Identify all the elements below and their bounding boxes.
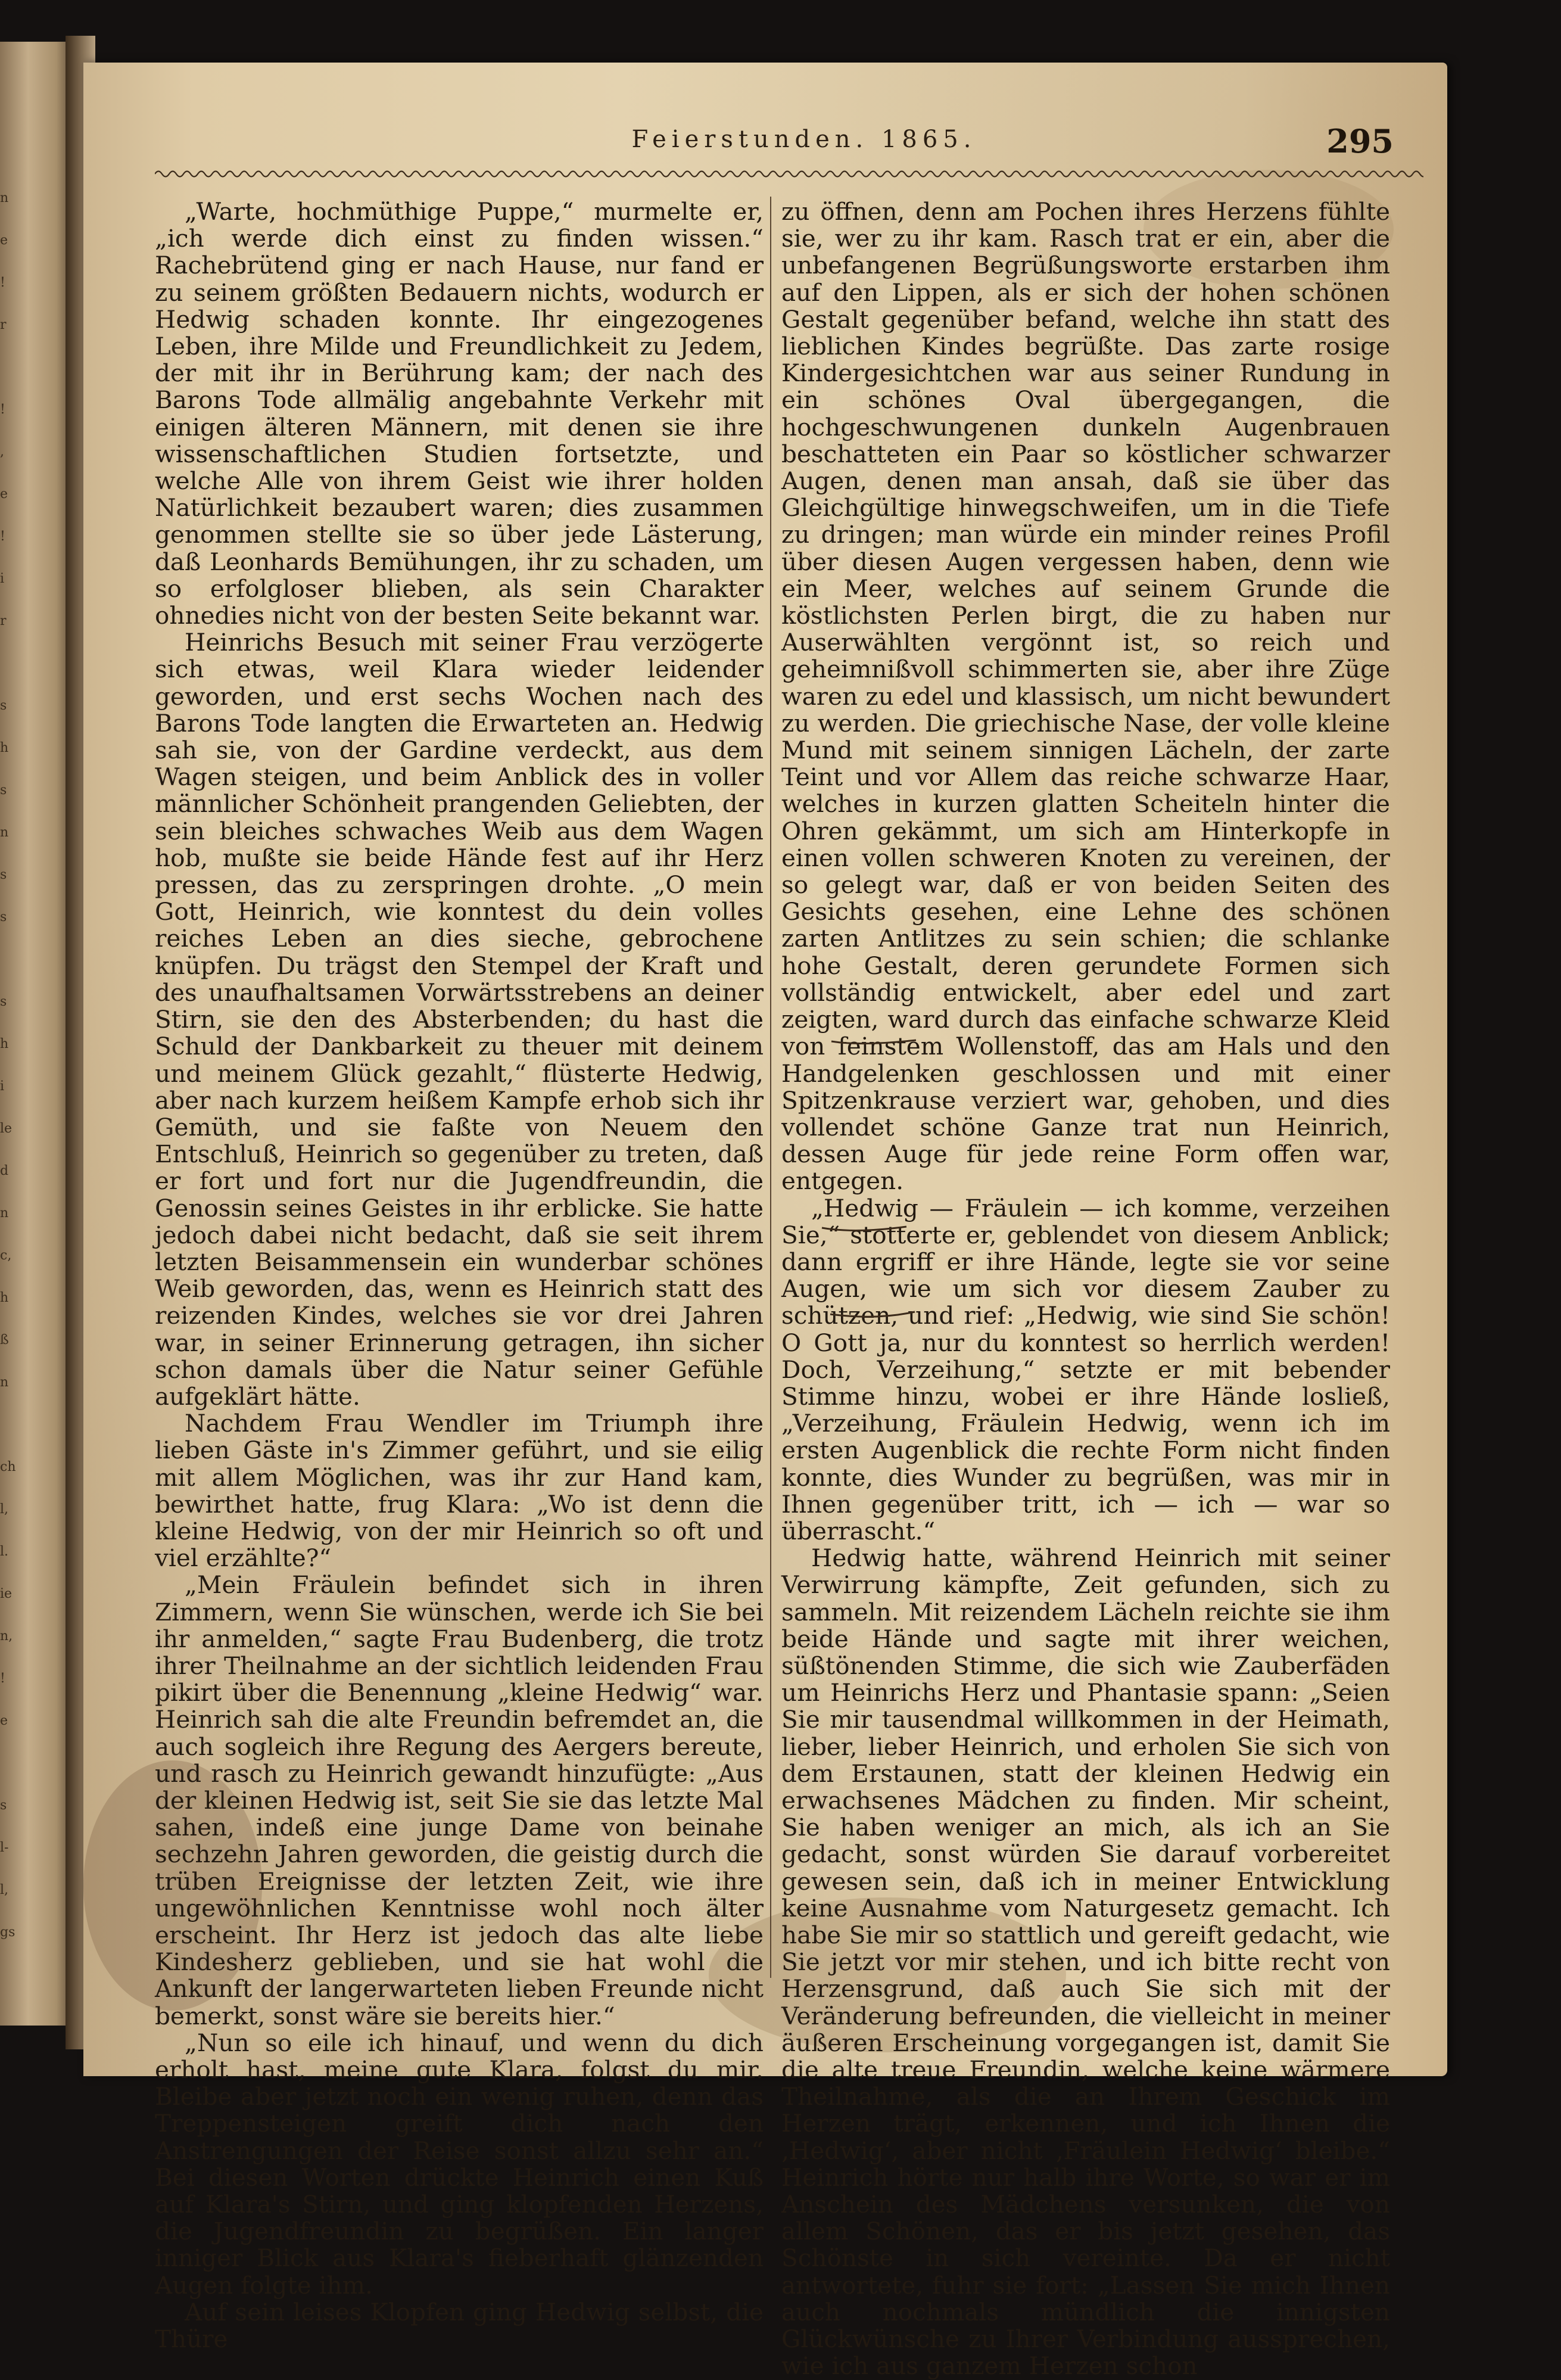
previous-page-fragment: l, xyxy=(0,1883,9,1897)
previous-page-fragment: s xyxy=(0,1798,7,1813)
previous-page-fragment: r xyxy=(0,318,7,332)
paragraph: Auf sein leises Klopfen ging Hedwig selbst, die Thüre xyxy=(155,2297,764,2354)
paragraph: „Hedwig — Fräulein — ich komme, verzeihen Sie,“ stotterte er, geblendet von diesem Anblick; dann ergriff er ihre Hände, legte sie vor seine Augen, wie um sich vor diesem Zauber zu schützen, und rief: „Hedwig, wie sind Sie schön! O Gott ja, nur du konntest so herrlich werden! Doch, Verzeihung,“ setzte er mit bebender Stimme hinzu, wobei er ihre Hände losließ, „Verzeihung, Fräulein Hedwig, wenn ich im ersten Augenblick die rechte Form nicht finden konnte, dies Wunder zu begrüßen, was mir in Ihnen gegenüber tritt, ich — ich — war so überrascht.“ xyxy=(781,1193,1390,1545)
paragraph: zu öffnen, denn am Pochen ihres Herzens fühlte sie, wer zu ihr kam. Rasch trat er ein, aber die unbefangenen Begrüßungsworte erstarben ihm auf den Lippen, als er sich der hohen schönen Gestalt gegenüber befand, welche ihn statt des lieblichen Kindes begrüßte. Das zarte rosige Kindergesichtchen war aus seiner Rundung in ein schönes Oval übergegangen, die hochgeschwungenen dunkeln Augenbrauen beschatteten ein Paar so köstlicher schwarzer Augen, denen man ansah, daß sie über das Gleichgültige hinwegschweifen, um in die Tiefe zu dringen; man würde ein minder reines Profil über diesen Augen vergessen haben, denn wie ein Meer, welches auf seinem Grunde die köstlichsten Perlen birgt, die zu haben nur Auserwählten vergönnt ist, so reich und geheimnißvoll schimmerten sie, aber ihre Züge waren zu edel und klassisch, um nicht bewundert zu werden. Die griechische Nase, der volle kleine Mund mit seinem sinnigen Lächeln, der zarte Teint und vor Allem das reiche schwarze Haar, welches in kurzen glatten Scheiteln hinter die Ohren gekämmt, um sich am Hinterkopfe in einen vollen schweren Knoten zu vereinen, der so gelegt war, daß er von beiden Seiten des Gesichts gesehen, eine Lehne des schönen zarten Antlitzes zu sein schien; die schlanke hohe Gestalt, deren gerundete Formen sich vollständig entwickelt, aber edel und zart zeigten, ward durch das einfache schwarze Kleid von feinstem Wollenstoff, das am Hals und den Handgelenken geschlossen und mit einer Spitzenkrause verziert war, gehoben, und dies vollendet schöne Ganze trat nun Heinrich, dessen Auge für jede reine Form offen war, entgegen. xyxy=(781,197,1390,1196)
previous-page-fragment: n xyxy=(0,825,9,840)
previous-page-fragment: s xyxy=(0,867,7,882)
column-divider xyxy=(770,197,771,1978)
previous-page-fragment: e xyxy=(0,233,8,248)
previous-page-fragment: ! xyxy=(0,529,5,544)
previous-page-fragment: e xyxy=(0,1713,8,1728)
previous-page-fragment: ! xyxy=(0,1671,5,1686)
paragraph: „Mein Fräulein befindet sich in ihren Zimmern, wenn Sie wünschen, werde ich Sie bei ihr anmelden,“ sagte Frau Budenberg, die trotz ihrer Theilnahme an der sichtlich leidenden Frau pikirt über die Benennung „kleine Hedwig“ war. Heinrich sah die alte Freundin befremdet an, die auch sogleich ihre Regung des Aergers bereute, und rasch zu Heinrich gewandt hinzufügte: „Aus der kleinen Hedwig ist, seit Sie sie das letzte Mal sahen, indeß eine junge Dame von beinahe sechzehn Jahren geworden, die geistig durch die trüben Ereignisse der letzten Zeit, wie ihre ungewöhnlichen Kenntnisse wohl noch älter erscheint. Ihr Herz ist jedoch das alte liebe Kindesherz geblieben, und sie hat wohl die Ankunft der langerwarteten lieben Freunde nicht bemerkt, sonst wäre sie bereits hier.“ xyxy=(155,1570,764,2030)
previous-page-fragment: ch xyxy=(0,1460,16,1474)
decorative-wave-rule xyxy=(155,167,1423,181)
previous-page-fragment: gs xyxy=(0,1925,15,1940)
previous-page-fragment: ß xyxy=(0,1333,9,1348)
paragraph: Heinrichs Besuch mit seiner Frau verzögerte sich etwas, weil Klara wieder leidender geworden, und erst sechs Wochen nach des Barons Tode langten die Erwarteten an. Hedwig sah sie, von der Gardine verdeckt, aus dem Wagen steigen, und beim Anblick des in voller männlicher Schönheit prangenden Geliebten, der sein bleiches schwaches Weib aus dem Wagen hob, mußte sie beide Hände fest auf ihr Herz pressen, das zu zerspringen drohte. „O mein Gott, Heinrich, wie konntest du dein volles reiches Leben an dies sieche, gebrochene knüpfen. Du trägst den Stempel der Kraft und des unaufhaltsamen Vorwärtsstrebens an deiner Stirn, sie den des Absterbenden; du hast die Schuld der Dankbarkeit zu theuer mit deinem und meinem Glück gezahlt,“ flüsterte Hedwig, aber nach kurzem heißem Kampfe erhob sich ihr Gemüth, und sie faßte von Neuem den Entschluß, Heinrich so gegenüber zu treten, daß er fort und fort nur die Jugendfreundin, die Genossin seines Geistes in ihr erblicke. Sie hatte jedoch dabei nicht bedacht, daß sie seit ihrem letzten Beisammensein ein wunderbar schönes Weib geworden, das, wenn es Heinrich statt des reizenden Kindes, welches sie vor drei Jahren war, in seiner Erinnerung getragen, ihn sicher schon damals über die Natur seiner Gefühle aufgeklärt hätte. xyxy=(155,628,764,1411)
page-number: 295 xyxy=(1326,122,1394,160)
previous-page-fragment: n xyxy=(0,1375,9,1390)
previous-page-fragment: i xyxy=(0,1079,5,1094)
previous-page-fragment: le xyxy=(0,1121,13,1136)
previous-page-fragment: h xyxy=(0,1037,9,1051)
previous-page-fragment: ! xyxy=(0,275,5,290)
previous-page-fragment: s xyxy=(0,698,7,713)
previous-page-fragment: n, xyxy=(0,1629,13,1644)
previous-page-fragment: s xyxy=(0,994,7,1009)
paragraph: „Warte, hochmüthige Puppe,“ murmelte er, „ich werde dich einst zu finden wissen.“ Rachebrütend ging er nach Hause, nur fand er zu seinem größten Bedauern nichts, wodurch er Hedwig schaden konnte. Ihr eingezogenes Leben, ihre Milde und Freundlichkeit zu Jedem, der mit ihr in Berührung kam; der nach des Barons Tode allmälig angebahnte Verkehr mit einigen älteren Männern, mit denen sie ihre wissenschaftlichen Studien fortsetzte, und welche Alle von ihrem Geist wie ihrer holden Natürlichkeit bezaubert waren; dies zusammen genommen stellte sie so über jede Lästerung, daß Leonhards Bemühungen, ihr zu schaden, um so erfolgloser blieben, als sein Charakter ohnedies nicht von der besten Seite bekannt war. xyxy=(155,197,764,630)
pencil-underline-mark xyxy=(828,1305,917,1323)
previous-page-fragment: s xyxy=(0,783,7,798)
page-header xyxy=(214,122,1394,170)
paragraph: Nachdem Frau Wendler im Triumph ihre lieben Gäste in's Zimmer geführt, und sie eilig mit allem Möglichen, was ihr zur Hand kam, bewirthet hatte, frug Klara: „Wo ist denn die kleine Hedwig, von der mir Heinrich so oft und viel erzählte?“ xyxy=(155,1409,764,1573)
text-column-right xyxy=(781,197,1390,2380)
running-title: Feierstunden. 1865. xyxy=(631,126,977,153)
previous-page-fragment: e xyxy=(0,487,8,502)
previous-page-fragment: c, xyxy=(0,1248,12,1263)
previous-page-fragment: s xyxy=(0,910,7,925)
book-page xyxy=(83,63,1447,2380)
paragraph: „Nun so eile ich hinauf, und wenn du dich erholt hast, meine gute Klara, folgst du mir. Bleibe aber jetzt noch ein wenig ruhen, denn das Treppensteigen greift dich nach den Anstrengungen der Reise sonst allzu sehr an.“ Bei diesen Worten drückte Heinrich einen Kuß auf Klara's Stirn, und ging klopfenden Herzens, die Jugendfreundin zu begrüßen. Ein langer inniger Blick aus Klara's fieberhaft glänzenden Augen folgte ihm. xyxy=(155,2028,764,2300)
previous-page-fragment: ie xyxy=(0,1586,13,1601)
previous-page-fragment: l- xyxy=(0,1840,9,1855)
paragraph: Hedwig hatte, während Heinrich mit seiner Verwirrung kämpfte, Zeit gefunden, sich zu sammeln. Mit reizendem Lächeln reichte sie ihm beide Hände und sagte mit ihrer weichen, süßtönenden Stimme, die sich wie Zauberfäden um Heinrichs Herz und Phantasie spann: „Seien Sie mir tausendmal willkommen in der Heimath, lieber, lieber Heinrich, und erholen Sie sich von dem Erstaunen, statt der kleinen Hedwig ein erwachsenes Mädchen zu finden. Mir scheint, Sie haben weniger an mich, als ich an Sie gedacht, sonst würden Sie darauf vorbereitet gewesen sein, daß ich in meiner Entwicklung keine Ausnahme vom Naturgesetz gemacht. Ich habe Sie mir so stattlich und gereift gedacht, wie Sie jetzt vor mir stehen, und ich bitte recht von Herzensgrund, daß auch Sie sich mit der Veränderung befreunden, die vielleicht in meiner äußeren Erscheinung vorgegangen ist, damit Sie die alte treue Freundin, welche keine wärmere Theilnahme, als die an Ihrem Geschick im Herzen trägt, erkennen, und ich Ihnen die ‚Hedwig‘, aber nicht ‚Fräulein Hedwig‘ bleibe.“ Heinrich hörte nur halb ihre Worte, so war er im Anschein des Mädchens versunken, die von allem Schönen, das er bis jetzt gesehen, das Schönste in sich vereinte. Da er nicht antwortete, fuhr sie fort: „Lassen Sie mich Ihnen auch nochmals mündlich die innigsten Glückwünsche zu Ihrer Verbindung aussprechen, wie ich aus ganzem Herzen schon xyxy=(781,1544,1390,2380)
previous-page-fragment: n xyxy=(0,191,9,206)
previous-page-fragment: l, xyxy=(0,1502,9,1517)
previous-page-fragment: r xyxy=(0,614,7,629)
previous-page-fragment: ! xyxy=(0,402,5,417)
previous-page-fragment: l. xyxy=(0,1544,9,1559)
text-column-left xyxy=(155,197,764,2354)
pencil-underline-mark xyxy=(829,1031,918,1049)
previous-page-fragment: n xyxy=(0,1206,9,1221)
previous-page-edge xyxy=(0,42,70,2026)
previous-page-fragment: h xyxy=(0,1290,9,1305)
previous-page-fragment: h xyxy=(0,741,9,755)
previous-page-fragment: i xyxy=(0,571,5,586)
pencil-underline-mark xyxy=(820,1218,909,1236)
previous-page-fragment: d xyxy=(0,1163,9,1178)
previous-page-fragment: , xyxy=(0,444,4,459)
